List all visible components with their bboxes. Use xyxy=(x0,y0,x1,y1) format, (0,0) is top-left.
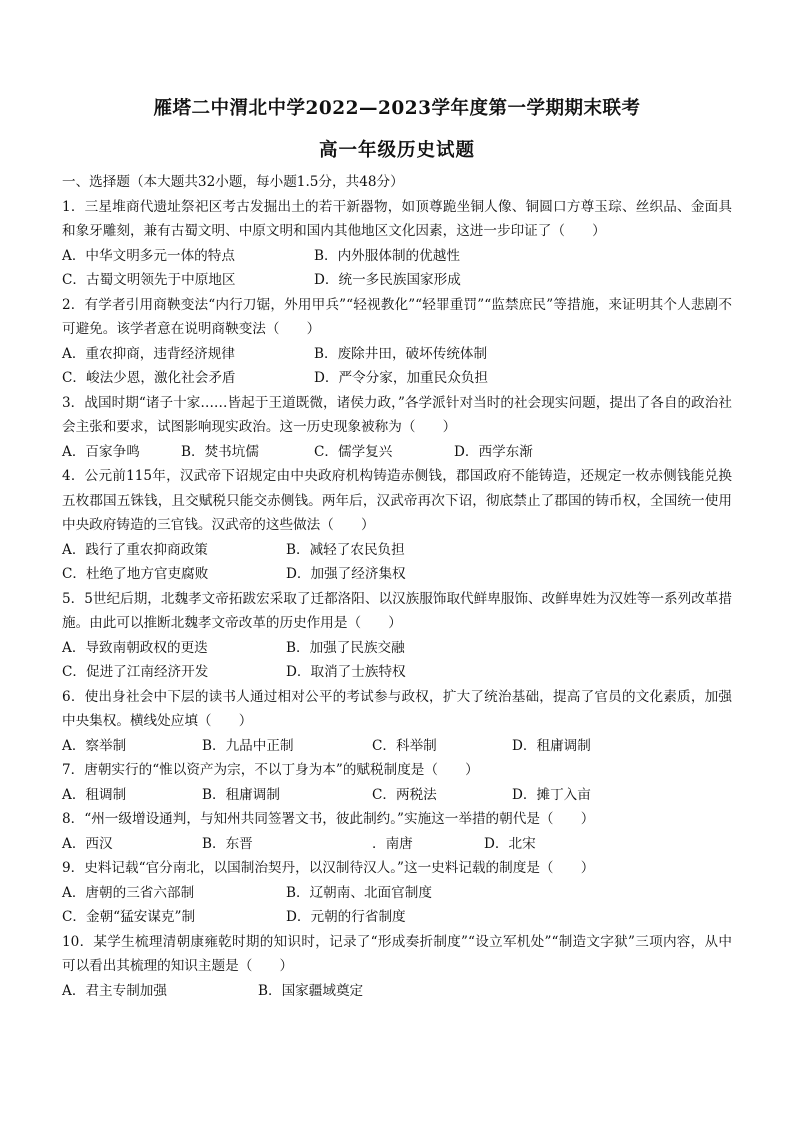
exam-subtitle: 高一年级历史试题 xyxy=(318,140,475,161)
option-c: C．促进了江南经济开发 xyxy=(62,664,209,680)
option-d: D．加强了经济集权 xyxy=(286,566,406,582)
question-stem: 9．史料记载“官分南北，以国制治契丹，以汉制待汉人。”这一史料记载的制度是（ ） xyxy=(62,860,595,876)
option-c: C．儒学复兴 xyxy=(314,443,393,460)
option-b: B．加强了民族交融 xyxy=(286,639,405,656)
option-c: ．南唐 xyxy=(372,835,413,852)
option-b: B．辽朝南、北面官制度 xyxy=(286,884,432,901)
question-stem: 2．有学者引用商鞅变法“内行刀锯，外用甲兵”“轻视教化”“轻罪重罚”“监禁庶民”等措施，来证明其个人悲剧不可避免。该学者意在说明商鞅变法（ ） xyxy=(62,296,732,337)
option-a: A．中华文明多元一体的特点 xyxy=(62,247,235,264)
option-c: C．两税法 xyxy=(372,786,437,803)
option-b: B．减轻了农民负担 xyxy=(286,541,405,558)
question-stem: 6．使出身社会中下层的读书人通过相对公平的考试参与政权，扩大了统治基础，提高了官员的文化素质，加强中央集权。横线处应填（ ） xyxy=(62,688,732,729)
option-a: A．君主专制加强 xyxy=(62,982,167,999)
option-d: D．西学东渐 xyxy=(454,443,533,460)
option-c: C．金朝“猛安谋克”制 xyxy=(62,909,196,925)
question-stem: 1．三星堆商代遗址祭祀区考古发掘出土的若干新器物，如顶尊跪坐铜人像、铜圆口方尊玉琮、丝织品、金面具和象牙雕刻，兼有古蜀文明、中原文明和国内其他地区文化因素，这进一步印证了（ ） xyxy=(62,198,732,239)
option-a: A．践行了重农抑商政策 xyxy=(62,541,208,558)
option-d: D．北宋 xyxy=(484,835,536,852)
option-b: B．国家疆域奠定 xyxy=(258,982,364,999)
option-a: A．唐朝的三省六部制 xyxy=(62,884,195,901)
option-a: A．租调制 xyxy=(62,786,127,803)
question-1 xyxy=(62,195,732,293)
question-stem: 8．“州一级增设通判，与知州共同签署文书，彼此制约。”实施这一举措的朝代是（ ） xyxy=(62,811,595,827)
question-3 xyxy=(62,391,732,465)
option-d: D．摊丁入亩 xyxy=(512,786,591,803)
option-a: A．西汉 xyxy=(62,835,113,852)
question-8 xyxy=(62,807,732,856)
option-a: A．重农抑商，违背经济规律 xyxy=(62,345,235,362)
question-stem: 4．公元前115年，汉武帝下诏规定由中央政府机构铸造赤侧钱，郡国政府不能铸造，还规定一枚赤侧钱能兑换五枚郡国五铢钱，且交赋税只能交赤侧钱。两年后，汉武帝再次下诏，彻底禁止了郡国的铸币权，全国统一使用中央政府铸造的三官钱。汉武帝的这些做法（ ） xyxy=(62,468,732,533)
option-d: D．严令分家，加重民众负担 xyxy=(314,370,489,386)
option-d: D．租庸调制 xyxy=(512,737,591,754)
option-c: C．科举制 xyxy=(372,737,437,754)
question-2 xyxy=(62,293,732,391)
option-b: B．九品中正制 xyxy=(202,737,294,754)
exam-title: 雁塔二中渭北中学2022—2023学年度第一学期期末联考 xyxy=(153,98,641,119)
question-7 xyxy=(62,758,732,807)
option-d: D．统一多民族国家形成 xyxy=(314,272,461,288)
option-a: A．百家争鸣 xyxy=(62,443,140,460)
question-stem: 7．唐朝实行的“惟以资产为宗，不以丁身为本”的赋税制度是（ ） xyxy=(62,762,479,778)
option-b: B．东晋 xyxy=(202,835,253,852)
option-b: B．内外服体制的优越性 xyxy=(314,247,460,264)
option-c: C．杜绝了地方官吏腐败 xyxy=(62,566,209,582)
option-b: B．租庸调制 xyxy=(202,786,280,803)
section-heading: 一、选择题（本大题共32小题，每小题1.5分，共48分） xyxy=(62,174,404,190)
question-5 xyxy=(62,587,732,685)
option-d: D．取消了士族特权 xyxy=(286,664,406,680)
question-stem: 5．5世纪后期，北魏孝文帝拓跋宏采取了迁都洛阳、以汉族服饰取代鲜卑服饰、改鲜卑姓为汉姓等一系列改革措施。由此可以推断北魏孝文帝改革的历史作用是（ ） xyxy=(62,590,732,631)
option-c: C．峻法少恩，激化社会矛盾 xyxy=(62,370,236,386)
option-c: C．古蜀文明领先于中原地区 xyxy=(62,272,236,288)
question-4 xyxy=(62,464,732,587)
question-stem: 3．战国时期“诸子十家……皆起于王道既微，诸侯力政，”各学派针对当时的社会现实问题，提出了各自的政治社会主张和要求，试图影响现实政治。这一历史现象被称为（ ） xyxy=(62,394,732,435)
question-10 xyxy=(62,930,732,1004)
option-d: D．元朝的行省制度 xyxy=(286,909,406,925)
option-a: A．导致南朝政权的更迭 xyxy=(62,639,208,656)
option-b: B．废除井田，破坏传统体制 xyxy=(314,345,488,362)
question-stem: 10．某学生梳理清朝康雍乾时期的知识时，记录了“形成奏折制度”“设立军机处”“制造文字狱”三项内容，从中可以看出其梳理的知识主题是（ ） xyxy=(62,933,732,974)
question-6 xyxy=(62,685,732,759)
option-b: B．焚书坑儒 xyxy=(181,443,259,460)
question-9 xyxy=(62,856,732,930)
option-a: A．察举制 xyxy=(62,737,127,754)
